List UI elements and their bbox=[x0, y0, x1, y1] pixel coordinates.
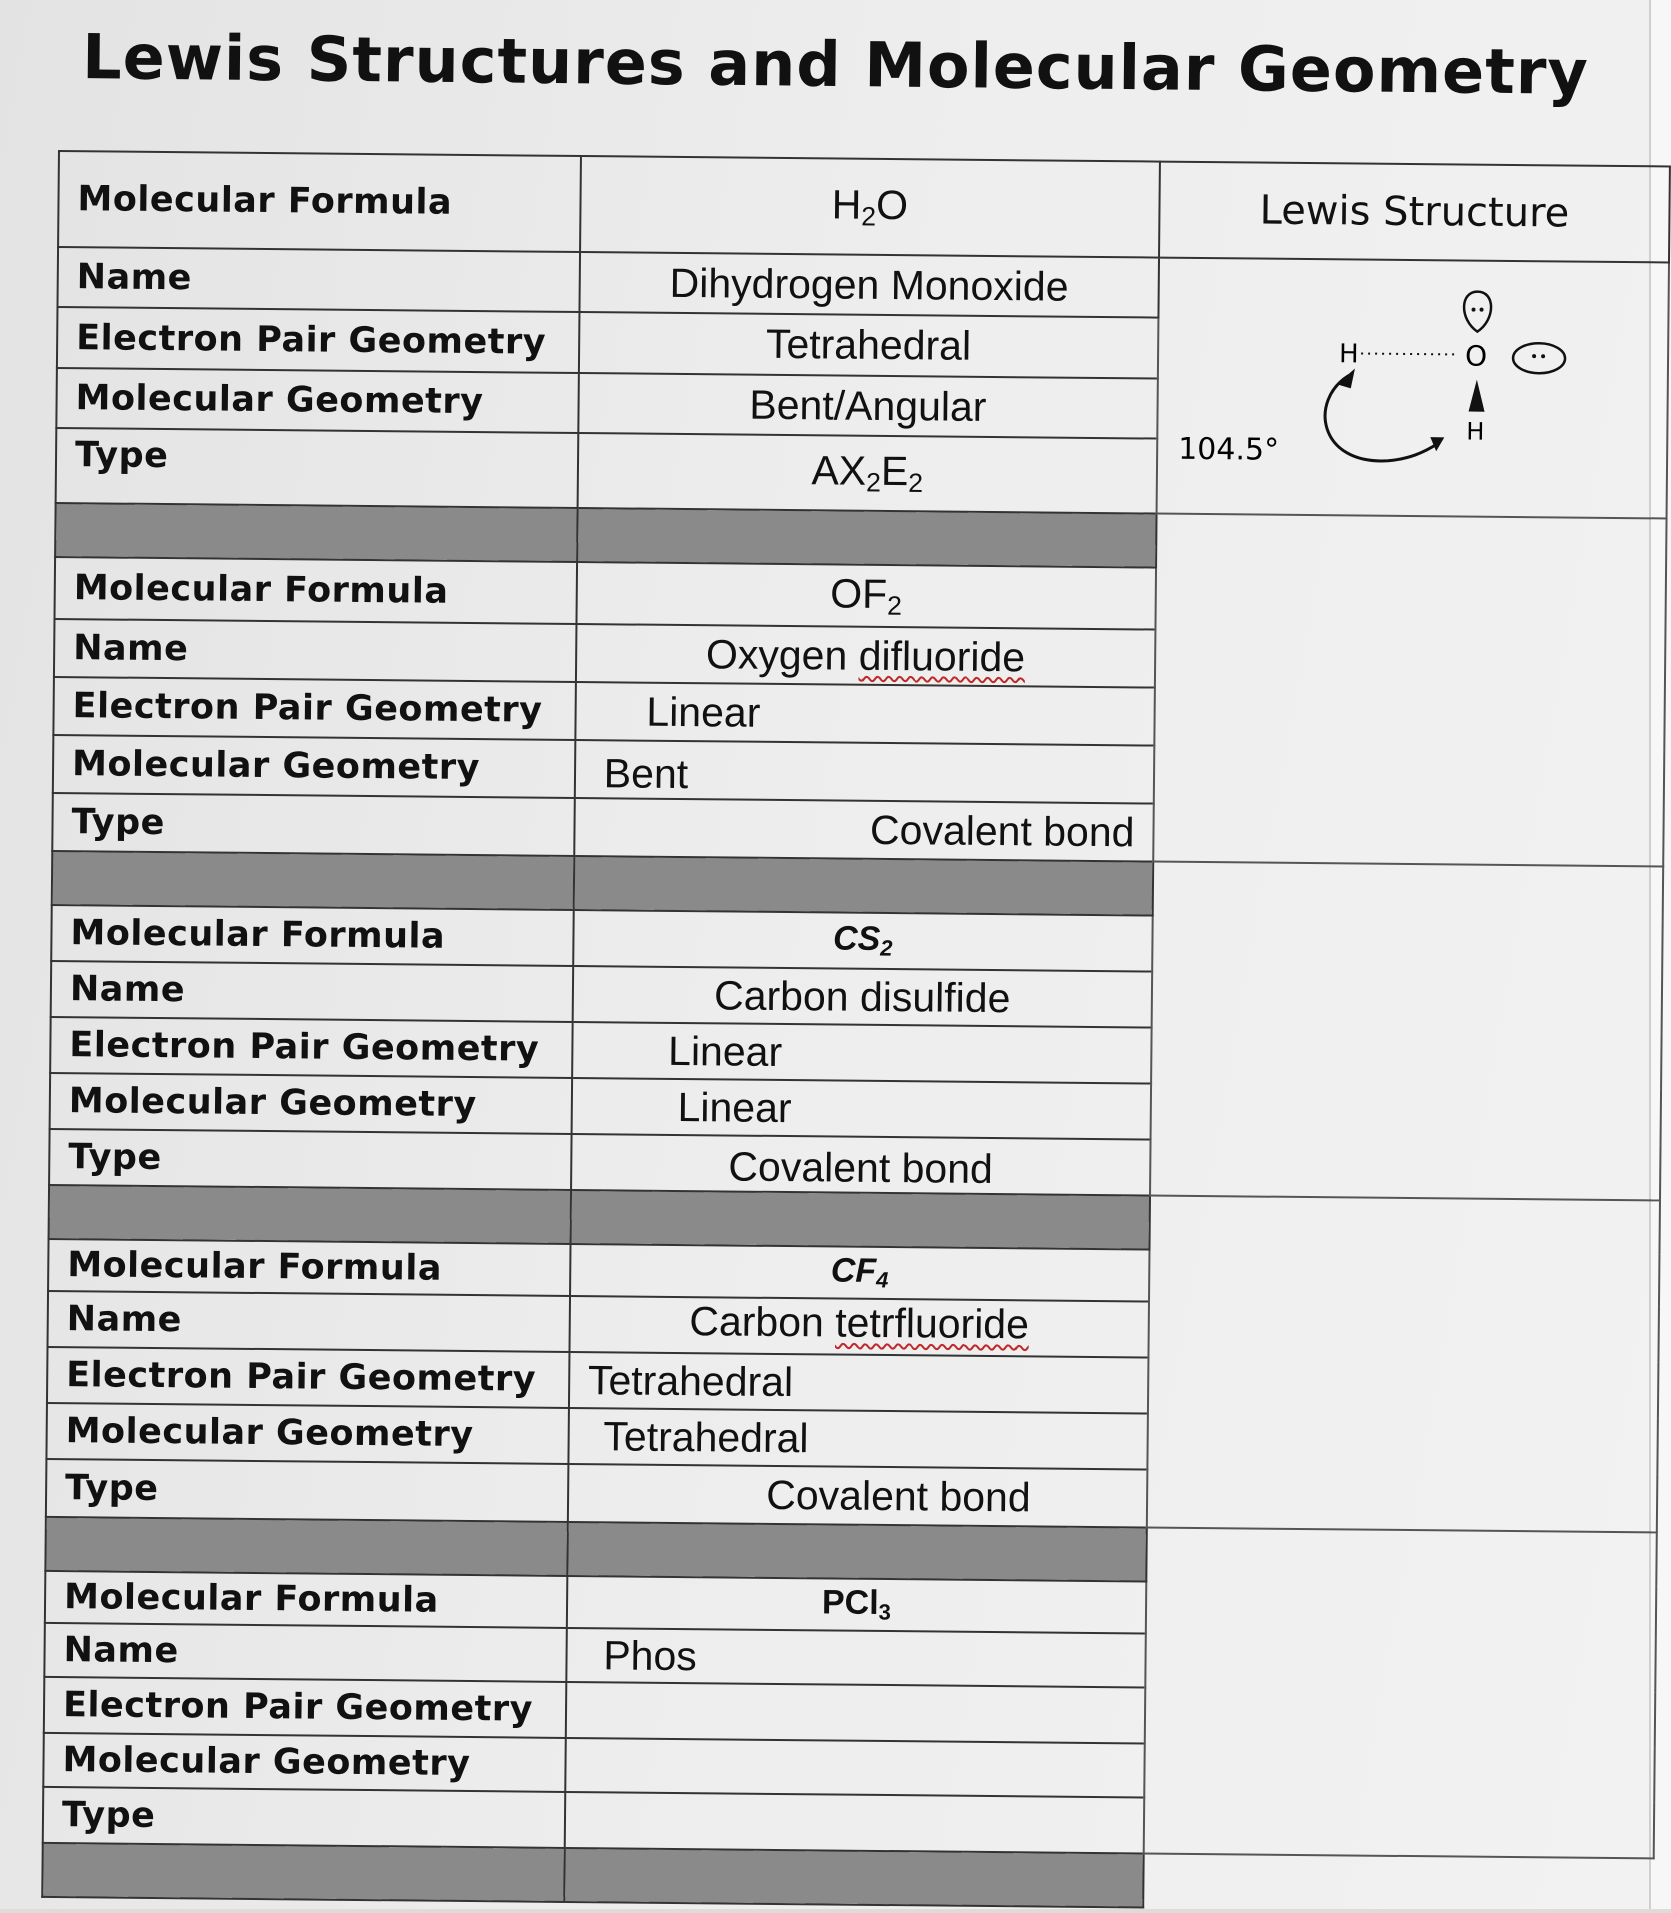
label-molecular-geometry: Molecular Geometry bbox=[46, 1403, 568, 1464]
value-formula[interactable]: $H_2O$ bbox=[580, 156, 1160, 258]
label-molecular-formula: Molecular Formula bbox=[58, 151, 581, 252]
value-mg[interactable]: Bent bbox=[575, 740, 1155, 804]
value-mg[interactable] bbox=[565, 1738, 1145, 1798]
value-epg[interactable]: Tetrahedral bbox=[579, 312, 1159, 378]
label-electron-pair-geometry: Electron Pair Geometry bbox=[47, 1347, 569, 1408]
label-name: Name bbox=[51, 961, 573, 1022]
lewis-structure-header: Lewis Structure bbox=[1159, 162, 1670, 263]
label-name: Name bbox=[57, 247, 579, 312]
lewis-cell-h2o[interactable] bbox=[1157, 258, 1669, 519]
lone-pair-right bbox=[1513, 343, 1565, 373]
label-type: Type bbox=[52, 793, 574, 856]
label-name: Name bbox=[44, 1623, 566, 1682]
atom-h-left: H bbox=[1338, 339, 1359, 370]
table-row bbox=[58, 151, 1670, 262]
label-type: Type bbox=[43, 1787, 565, 1848]
value-mg[interactable]: Tetrahedral bbox=[568, 1408, 1148, 1470]
atom-o: O bbox=[1464, 339, 1488, 373]
bond-angle-label: 104.5° bbox=[1177, 431, 1280, 468]
lewis-cell-cf4[interactable] bbox=[1147, 1196, 1660, 1533]
label-electron-pair-geometry: Electron Pair Geometry bbox=[44, 1677, 566, 1738]
lewis-structure-h2o bbox=[1158, 259, 1637, 514]
value-epg[interactable]: Linear bbox=[572, 1022, 1152, 1084]
label-name: Name bbox=[54, 619, 576, 682]
lewis-cell-pcl3[interactable] bbox=[1144, 1528, 1657, 1859]
label-molecular-formula: Molecular Formula bbox=[48, 1239, 570, 1296]
angle-arc bbox=[1325, 375, 1439, 461]
value-type[interactable]: Covalent bond bbox=[574, 798, 1154, 862]
value-type[interactable] bbox=[564, 1792, 1144, 1854]
hashed-bond bbox=[1361, 354, 1459, 355]
lone-pair-top bbox=[1464, 292, 1491, 332]
label-molecular-formula: Molecular Formula bbox=[54, 557, 576, 624]
label-electron-pair-geometry: Electron Pair Geometry bbox=[57, 307, 579, 372]
label-name: Name bbox=[48, 1291, 570, 1352]
value-type[interactable]: Covalent bond bbox=[571, 1134, 1151, 1196]
label-molecular-geometry: Molecular Geometry bbox=[50, 1073, 572, 1134]
value-formula[interactable]: $CF_4$ bbox=[570, 1244, 1150, 1302]
value-formula[interactable]: $OF_2$ bbox=[576, 562, 1156, 630]
value-mg[interactable]: Linear bbox=[571, 1078, 1151, 1140]
value-epg[interactable] bbox=[566, 1682, 1146, 1744]
label-type: Type bbox=[56, 428, 578, 508]
worksheet-table bbox=[41, 150, 1671, 1913]
label-molecular-formula: Molecular Formula bbox=[51, 905, 573, 966]
atom-h-bottom: H bbox=[1466, 417, 1485, 446]
lewis-cell-cs2[interactable] bbox=[1150, 862, 1663, 1201]
value-epg[interactable]: Linear bbox=[575, 682, 1155, 746]
label-type: Type bbox=[46, 1459, 568, 1522]
label-molecular-geometry: Molecular Geometry bbox=[53, 735, 575, 798]
label-molecular-geometry: Molecular Geometry bbox=[56, 368, 578, 433]
value-formula[interactable]: $CS_2$ bbox=[573, 910, 1153, 972]
page-title: Lewis Structures and Molecular Geometry bbox=[81, 20, 1590, 109]
value-mg[interactable]: Bent/Angular bbox=[578, 373, 1158, 439]
label-type: Type bbox=[49, 1129, 571, 1190]
wedge-bond bbox=[1469, 380, 1485, 412]
value-type[interactable]: Covalent bond bbox=[568, 1464, 1148, 1528]
value-formula[interactable]: PCl$_3$ bbox=[567, 1576, 1147, 1634]
value-name[interactable]: Carbon tetrfluoride bbox=[569, 1296, 1149, 1358]
value-name[interactable]: Oxygen difluoride bbox=[576, 624, 1156, 688]
label-molecular-geometry: Molecular Geometry bbox=[43, 1733, 565, 1792]
label-electron-pair-geometry: Electron Pair Geometry bbox=[53, 677, 575, 740]
value-type[interactable]: $AX_2E_2$ bbox=[577, 433, 1157, 513]
label-molecular-formula: Molecular Formula bbox=[45, 1571, 567, 1628]
value-name[interactable]: Carbon disulfide bbox=[572, 966, 1152, 1028]
value-name[interactable]: Phos bbox=[566, 1628, 1146, 1688]
lewis-cell-of2[interactable] bbox=[1153, 514, 1666, 867]
value-epg[interactable]: Tetrahedral bbox=[569, 1352, 1149, 1414]
value-name[interactable]: Dihydrogen Monoxide bbox=[579, 252, 1159, 318]
label-electron-pair-geometry: Electron Pair Geometry bbox=[50, 1017, 572, 1078]
